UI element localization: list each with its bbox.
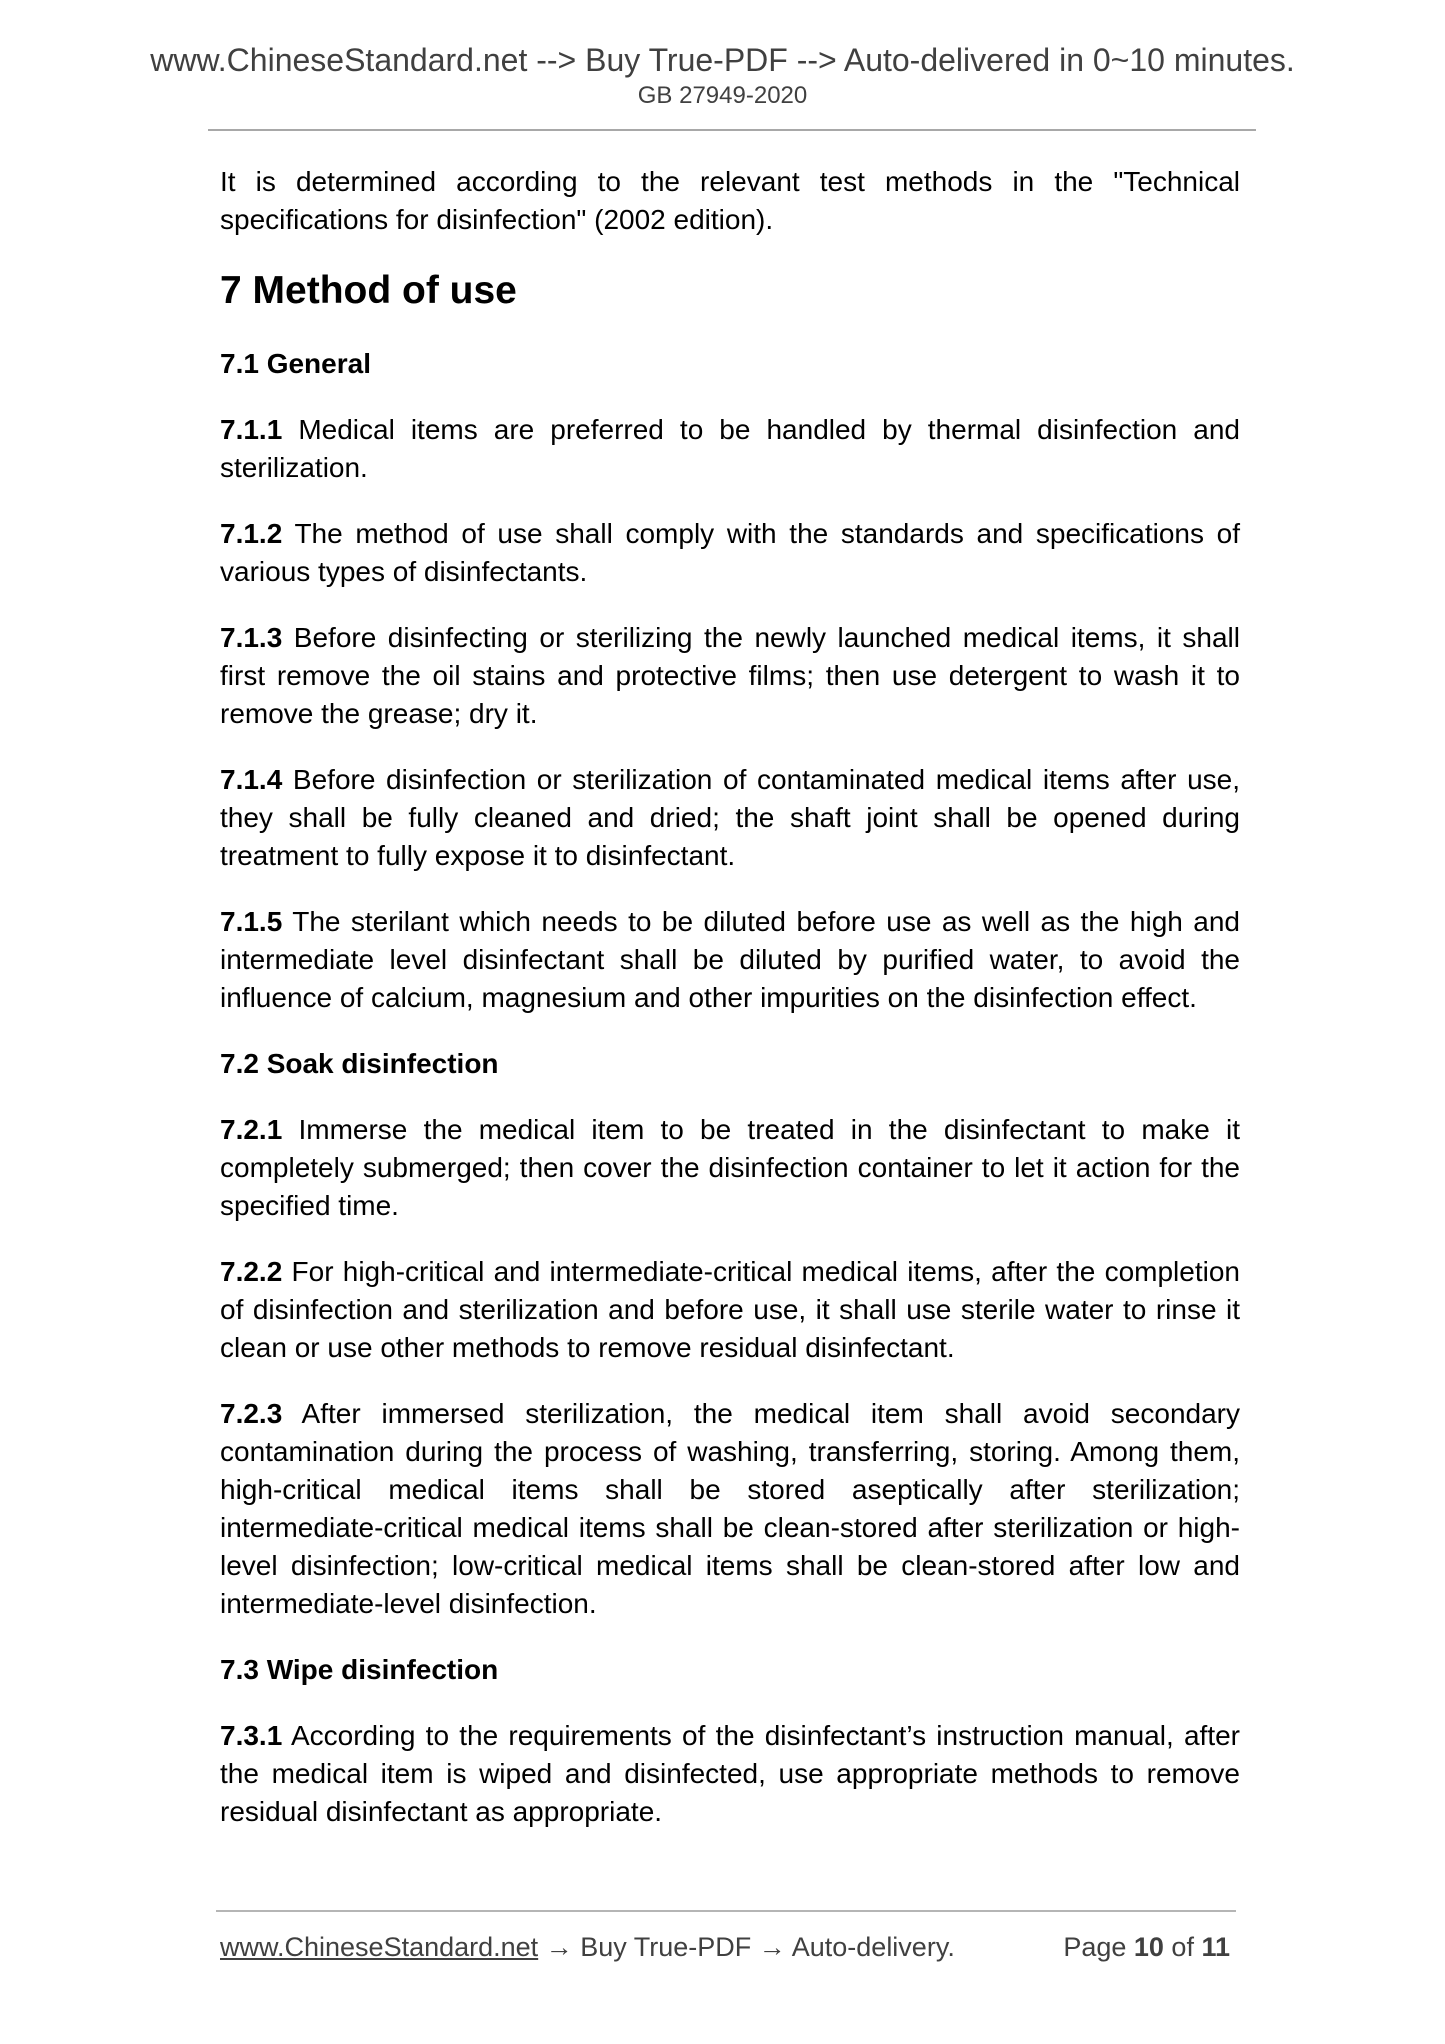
footer-tagline: → Buy True-PDF → Auto-delivery. xyxy=(538,1932,955,1962)
intro-paragraph: It is determined according to the relevant test methods in the "Technical specifications for disinfection" (2002 edition). xyxy=(220,166,1240,235)
clause-number: 7.1.2 xyxy=(220,518,283,549)
clause-number: 7.1.4 xyxy=(220,764,283,795)
page-indicator xyxy=(1063,1930,1230,1964)
clause-number: 7.1.1 xyxy=(220,414,283,445)
clause-text: After immersed sterilization, the medical item shall avoid secondary contamination during the process of washing, transferring, storing. Among them, high-critical medical items shall be stored aseptically after sterilization; intermediate-critical medical items shall be clean-stored after sterilization or high-level disinfection; low-critical medical items shall be clean-stored after low and intermediate-level disinfection. xyxy=(220,1398,1240,1619)
page-total: 11 xyxy=(1201,1932,1230,1962)
clause-7-1-3 xyxy=(220,619,1240,733)
clause-text: According to the requirements of the disinfectant’s instruction manual, after the medical item is wiped and disinfected, use appropriate methods to remove residual disinfectant as appropriate. xyxy=(220,1720,1240,1827)
clause-7-3-1 xyxy=(220,1717,1240,1831)
clause-text: Before disinfecting or sterilizing the newly launched medical items, it shall first remove the oil stains and protective films; then use detergent to wash it to remove the grease; dry it. xyxy=(220,622,1240,729)
clause-number: 7.1.3 xyxy=(220,622,283,653)
document-body xyxy=(220,163,1240,1859)
clause-7-2-2 xyxy=(220,1253,1240,1367)
clause-text: Medical items are preferred to be handled by thermal disinfection and sterilization. xyxy=(220,414,1240,483)
clause-number: 7.2.1 xyxy=(220,1114,283,1145)
clause-text: The method of use shall comply with the standards and specifications of various types of disinfectants. xyxy=(220,518,1240,587)
section-7-heading: 7 Method of use xyxy=(220,269,517,312)
clause-7-2-3 xyxy=(220,1395,1240,1623)
clause-7-1-2 xyxy=(220,515,1240,591)
clause-text: The sterilant which needs to be diluted before use as well as the high and intermediate level disinfectant shall be diluted by purified water, to avoid the influence of calcium, magnesium and other impurities on the disinfection effect. xyxy=(220,906,1240,1013)
footer-site-link[interactable]: www.ChineseStandard.net xyxy=(220,1932,539,1962)
header-divider xyxy=(208,129,1256,131)
clause-number: 7.2.2 xyxy=(220,1256,283,1287)
clause-text: Before disinfection or sterilization of contaminated medical items after use, they shall be fully cleaned and dried; the shaft joint shall be opened during treatment to fully expose it to disinfectant. xyxy=(220,764,1240,871)
clause-text: Immerse the medical item to be treated in the disinfectant to make it completely submerged; then cover the disinfection container to let it action for the specified time. xyxy=(220,1114,1240,1221)
clause-number: 7.3.1 xyxy=(220,1720,283,1751)
page-of-label: of xyxy=(1163,1932,1202,1962)
section-7-3-heading: 7.3 Wipe disinfection xyxy=(220,1654,499,1685)
section-7-2-heading: 7.2 Soak disinfection xyxy=(220,1048,499,1079)
clause-7-1-4 xyxy=(220,761,1240,875)
clause-text: For high-critical and intermediate-critical medical items, after the completion of disinfection and sterilization and before use, it shall use sterile water to rinse it clean or use other methods to remove residual disinfectant. xyxy=(220,1256,1240,1363)
page-label: Page xyxy=(1063,1932,1134,1962)
standard-code: GB 27949-2020 xyxy=(637,82,808,109)
footer-divider xyxy=(216,1910,1236,1912)
clause-7-1-1 xyxy=(220,411,1240,487)
page-current: 10 xyxy=(1133,1932,1164,1962)
clause-number: 7.2.3 xyxy=(220,1398,283,1429)
clause-number: 7.1.5 xyxy=(220,906,283,937)
clause-7-1-5 xyxy=(220,903,1240,1017)
page-footer xyxy=(220,1930,1230,1964)
top-banner: www.ChineseStandard.net --> Buy True-PDF --> Auto-delivered in 0~10 minutes. xyxy=(150,42,1295,78)
section-7-1-heading: 7.1 General xyxy=(220,348,371,379)
clause-7-2-1 xyxy=(220,1111,1240,1225)
